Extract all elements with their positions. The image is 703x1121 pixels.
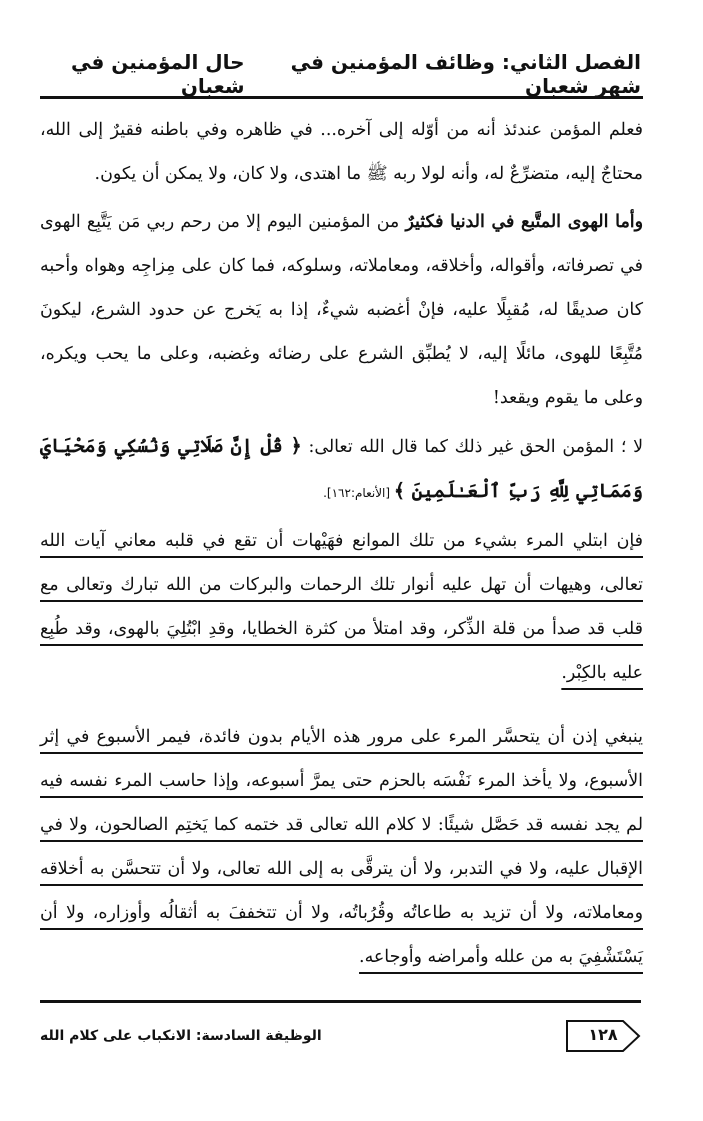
- running-header: [40, 50, 641, 98]
- paragraph-5: [40, 715, 643, 979]
- footer-divider: [40, 1000, 641, 1003]
- verse-reference: [الأنعام:١٦٢].: [323, 486, 394, 500]
- paragraph-3-text: لا ؛ المؤمن الحق غير ذلك كما قال الله تعالى:: [301, 437, 643, 457]
- paragraph-2: [40, 200, 643, 420]
- paragraph-1: فعلم المؤمن عندئذ أنه من أوّله إلى آخره... في ظاهره وفي باطنه فقيرٌ إلى الله، محتاجٌ إليه، متضرِّعٌ له، وأنه لولا ربه ﷺ ما اهتدى، ولا كان، ولا يمكن أن يكون.: [40, 120, 643, 184]
- paragraph-4-text: فإن ابتلي المرء بشيء من تلك الموانع فهَيْهات أن تقع في قلبه معاني آيات الله تعالى، وهيهات أن تهل عليه أنوار تلك الرحمات والبركات من الله تبارك وتعالى مع قلب قد صدأ من قلة الذِّكر، وقد امتلأ من كثرة الخطايا، وقدِ ابْتُلِيَ بالهوى، وقد طُبِع عليه بالكِبْر.: [40, 531, 643, 683]
- header-divider: [40, 96, 643, 99]
- page-number-tab: [559, 1019, 641, 1053]
- footer-title: الوظيفة السادسة: الانكباب على كلام الله: [40, 1028, 322, 1044]
- paragraph-3: [40, 424, 643, 515]
- paragraph-4: [40, 519, 643, 695]
- paragraph-2-text: من المؤمنين اليوم إلا من رحم ربي مَن يَتَّبِع الهوى في تصرفاته، وأقواله، وأخلاقه، ومعاملاته، وسلوكه، فما كان على مِزاجِه وهواه وأحبه كان صديقًا له، مُقبِلًا عليه، فإنْ أغضبه شيءٌ، إذا به يَخرج عن حدود الشرع، ليكونَ مُتَّبِعًا للهوى، مائلًا إليه، لا يُطبِّق الشرع على رضائه وغضبه، وعلى ما يحب ويكره، وعلى ما يقوم ويقعد!: [40, 212, 643, 408]
- paragraph-5-text: ينبغي إذن أن يتحسَّر المرء على مرور هذه الأيام بدون فائدة، فيمر الأسبوع في إثر الأسبوع، ولا يأخذ المرء نَفْسَه بالحزم حتى يمرَّ أسبوعه، وإذا حاسب المرء نفسه فيه لم يجد نفسه قد حَصَّل شيئًا: لا كلام الله تعالى قد ختمه كما يَختِم الصالحون، ولا في الإقبال عليه، ولا في التدبر، ولا أن يترقَّى به إلى الله تعالى، ولا أن تتحسَّن به أخلاقه ومعاملاته، ولا أن تزيد به طاعاتُه وقُرُباتُه، ولا أن تتخففَ به أثقالُه وأوزاره، ولا أن يَسْتَشْفِيَ به من علله وأمراضه وأوجاعه.: [40, 727, 643, 967]
- quran-verse: ﴿ قُلْ إِنَّ صَلَاتِي وَنُسُكِي وَمَحْيَايَ وَمَمَاتِي لِلَّهِ رَبِّ ٱلْعَـٰلَمِينَ ﴾: [40, 435, 643, 502]
- paragraph-2-lead: وأما الهوى المتَّبع في الدنيا فكثيرٌ: [405, 212, 643, 232]
- page-footer: [40, 1018, 641, 1054]
- chapter-title: الفصل الثاني: وظائف المؤمنين في شهر شعبان: [290, 50, 641, 98]
- page-body: [40, 108, 643, 979]
- paragraph-gap: [40, 695, 643, 715]
- section-title: حال المؤمنين في شعبان: [70, 50, 245, 98]
- page-number: ١٢٨: [588, 1025, 618, 1044]
